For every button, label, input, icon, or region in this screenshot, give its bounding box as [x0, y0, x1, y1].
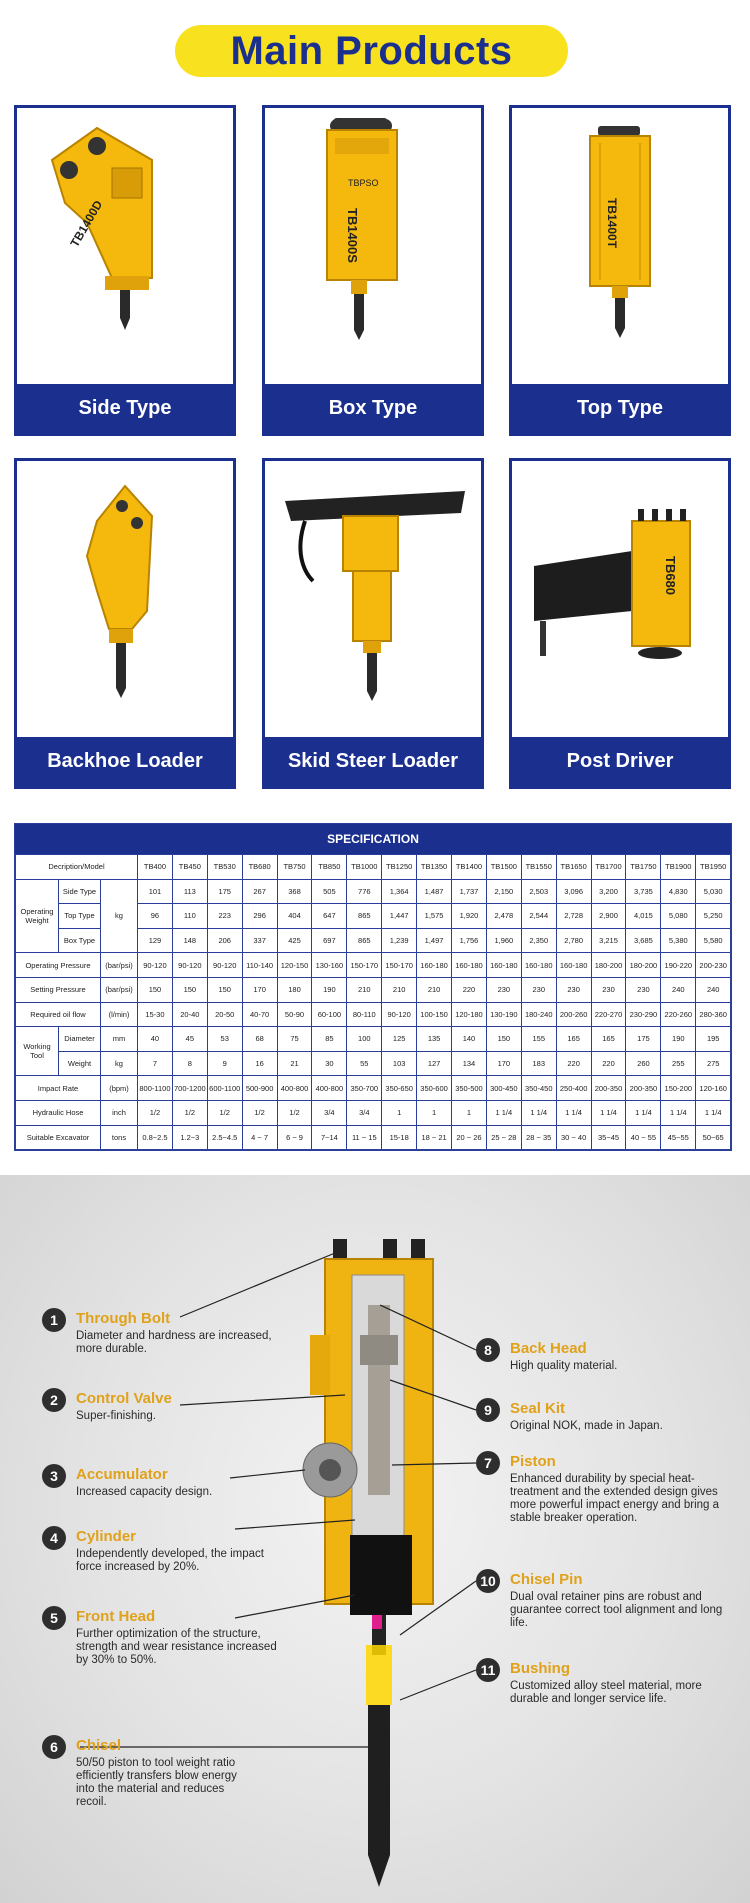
spec-cell: 1,364: [382, 879, 417, 904]
spec-cell: 7: [138, 1051, 173, 1076]
spec-cell: 110-140: [242, 953, 277, 978]
spec-cell: 350-450: [521, 1076, 556, 1101]
skid-steer-breaker-image: [265, 461, 481, 737]
feature-title: Through Bolt: [76, 1310, 171, 1327]
spec-cell: 1/2: [172, 1100, 207, 1125]
spec-cell: 135: [417, 1027, 452, 1052]
spec-cell: 2,150: [486, 879, 521, 904]
spec-cell: 1 1/4: [696, 1100, 731, 1125]
feature-title: Accumulator: [76, 1466, 168, 1483]
spec-cell: 15-30: [138, 1002, 173, 1027]
feature-number: 8: [476, 1338, 500, 1362]
feature-desc: Super-finishing.: [76, 1410, 156, 1422]
feature-number: 11: [476, 1658, 500, 1682]
spec-cell: 55: [347, 1051, 382, 1076]
spec-cell: 210: [347, 977, 382, 1002]
spec-cell: TB1000: [347, 855, 382, 880]
spec-cell: 130-190: [486, 1002, 521, 1027]
spec-cell: 150-170: [382, 953, 417, 978]
spec-cell: 165: [556, 1027, 591, 1052]
feature-number: 5: [42, 1606, 66, 1630]
spec-cell: inch: [101, 1100, 138, 1125]
spec-cell: 11 ~ 15: [347, 1125, 382, 1150]
spec-cell: 267: [242, 879, 277, 904]
spec-cell: Decription/Model: [16, 855, 138, 880]
spec-cell: 110: [172, 904, 207, 929]
top-type-breaker-image: [512, 108, 728, 384]
spec-cell: 1,239: [382, 928, 417, 953]
feature-desc: Original NOK, made in Japan.: [510, 1420, 663, 1432]
spec-cell: 21: [277, 1051, 312, 1076]
spec-cell: 100: [347, 1027, 382, 1052]
spec-cell: 1.2~3: [172, 1125, 207, 1150]
backhoe-breaker-image: [17, 461, 233, 737]
spec-cell: 2,728: [556, 904, 591, 929]
spec-cell: 35~45: [591, 1125, 626, 1150]
spec-cell: 90-120: [138, 953, 173, 978]
spec-row: [16, 1100, 731, 1125]
spec-cell: 20 ~ 26: [452, 1125, 487, 1150]
spec-cell: Hydraulic Hose: [16, 1100, 101, 1125]
feature-title: Control Valve: [76, 1390, 172, 1407]
spec-cell: 53: [207, 1027, 242, 1052]
spec-cell: TB1500: [486, 855, 521, 880]
spec-cell: 223: [207, 904, 242, 929]
spec-cell: TB850: [312, 855, 347, 880]
spec-cell: TB400: [138, 855, 173, 880]
spec-cell: TB1350: [417, 855, 452, 880]
spec-cell: 175: [207, 879, 242, 904]
spec-cell: 180-240: [521, 1002, 556, 1027]
spec-cell: 1,487: [417, 879, 452, 904]
feature-number: 2: [42, 1388, 66, 1412]
spec-cell: 6 ~ 9: [277, 1125, 312, 1150]
spec-cell: TB1700: [591, 855, 626, 880]
spec-cell: 425: [277, 928, 312, 953]
spec-cell: 2,478: [486, 904, 521, 929]
spec-cell: 20-50: [207, 1002, 242, 1027]
cutaway-section: [0, 1175, 750, 1903]
spec-cell: 4 ~ 7: [242, 1125, 277, 1150]
feature-number: 1: [42, 1308, 66, 1332]
spec-cell: 230: [521, 977, 556, 1002]
spec-cell: 148: [172, 928, 207, 953]
spec-cell: 200-230: [696, 953, 731, 978]
spec-cell: 350-650: [382, 1076, 417, 1101]
spec-cell: 170: [242, 977, 277, 1002]
spec-cell: 28 ~ 35: [521, 1125, 556, 1150]
post-driver-image: [512, 461, 728, 737]
spec-cell: 505: [312, 879, 347, 904]
spec-cell: 230-290: [626, 1002, 661, 1027]
feature-title: Chisel Pin: [510, 1571, 583, 1588]
spec-cell: 337: [242, 928, 277, 953]
spec-cell: 16: [242, 1051, 277, 1076]
spec-row: [16, 1076, 731, 1101]
product-label: Skid Steer Loader: [265, 737, 481, 786]
spec-cell: 195: [696, 1027, 731, 1052]
spec-cell: 120-180: [452, 1002, 487, 1027]
spec-cell: 2,350: [521, 928, 556, 953]
spec-cell: 220: [556, 1051, 591, 1076]
spec-cell: 125: [382, 1027, 417, 1052]
spec-cell: 150-200: [661, 1076, 696, 1101]
spec-cell: 5,080: [661, 904, 696, 929]
spec-cell: Box Type: [59, 928, 101, 953]
spec-cell: 400-800: [312, 1076, 347, 1101]
model-text: TB1400S: [345, 208, 360, 263]
spec-cell: 275: [696, 1051, 731, 1076]
spec-cell: 1,920: [452, 904, 487, 929]
spec-cell: 190: [312, 977, 347, 1002]
spec-cell: 113: [172, 879, 207, 904]
spec-cell: 96: [138, 904, 173, 929]
product-card-backhoe-loader[interactable]: [14, 458, 236, 789]
feature-desc: Diameter and hardness are increased, more durable.: [76, 1330, 272, 1355]
spec-row: [16, 1051, 731, 1076]
spec-cell: 9: [207, 1051, 242, 1076]
spec-cell: 700-1200: [172, 1076, 207, 1101]
spec-cell: 400-800: [277, 1076, 312, 1101]
spec-cell: Suitable Excavator: [16, 1125, 101, 1150]
feature-title: Chisel: [76, 1737, 122, 1754]
spec-cell: 1,497: [417, 928, 452, 953]
spec-row: [16, 855, 731, 880]
spec-cell: 210: [382, 977, 417, 1002]
spec-cell: 1/2: [207, 1100, 242, 1125]
product-card-side-type[interactable]: [14, 105, 236, 436]
spec-cell: 40: [138, 1027, 173, 1052]
spec-cell: 5,030: [696, 879, 731, 904]
product-card-post-driver[interactable]: [509, 458, 731, 789]
spec-cell: 350-500: [452, 1076, 487, 1101]
product-label: Side Type: [17, 384, 233, 433]
spec-cell: 2,900: [591, 904, 626, 929]
model-text: TB1400D: [67, 198, 106, 250]
spec-cell: 129: [138, 928, 173, 953]
spec-cell: kg: [101, 879, 138, 953]
spec-cell: TB680: [242, 855, 277, 880]
spec-cell: 7~14: [312, 1125, 347, 1150]
spec-cell: 190: [661, 1027, 696, 1052]
spec-cell: Weight: [59, 1051, 101, 1076]
spec-cell: 600-1100: [207, 1076, 242, 1101]
spec-cell: 190-220: [661, 953, 696, 978]
spec-cell: 296: [242, 904, 277, 929]
spec-cell: 130-160: [312, 953, 347, 978]
spec-cell: 230: [486, 977, 521, 1002]
spec-cell: TB450: [172, 855, 207, 880]
feature-number: 4: [42, 1526, 66, 1550]
spec-cell: TB1400: [452, 855, 487, 880]
spec-cell: Working Tool: [16, 1027, 59, 1076]
spec-cell: 2,544: [521, 904, 556, 929]
feature-desc: 50/50 piston to tool weight ratio efficiently transfers blow energy into the material and reduces recoil.: [76, 1757, 237, 1808]
feature-title: Bushing: [510, 1660, 570, 1677]
spec-cell: 75: [277, 1027, 312, 1052]
spec-cell: 160-180: [521, 953, 556, 978]
spec-cell: Top Type: [59, 904, 101, 929]
spec-cell: 200-260: [556, 1002, 591, 1027]
spec-cell: 150: [486, 1027, 521, 1052]
spec-cell: Setting Pressure: [16, 977, 101, 1002]
spec-cell: 60-100: [312, 1002, 347, 1027]
spec-cell: 165: [591, 1027, 626, 1052]
spec-cell: 865: [347, 904, 382, 929]
spec-cell: 50~65: [696, 1125, 731, 1150]
page-title: Main Products: [230, 28, 513, 73]
spec-cell: 3,685: [626, 928, 661, 953]
spec-cell: 4,830: [661, 879, 696, 904]
spec-cell: TB1550: [521, 855, 556, 880]
spec-cell: 160-180: [486, 953, 521, 978]
spec-cell: TB1750: [626, 855, 661, 880]
spec-cell: 175: [626, 1027, 661, 1052]
spec-cell: Impact Rate: [16, 1076, 101, 1101]
spec-row: [16, 953, 731, 978]
spec-cell: 134: [452, 1051, 487, 1076]
spec-cell: 800-1100: [138, 1076, 173, 1101]
spec-cell: 25 ~ 28: [486, 1125, 521, 1150]
spec-cell: 1: [452, 1100, 487, 1125]
spec-cell: TB530: [207, 855, 242, 880]
spec-cell: 127: [417, 1051, 452, 1076]
spec-cell: 200-350: [626, 1076, 661, 1101]
spec-cell: 200-350: [591, 1076, 626, 1101]
spec-cell: TB1250: [382, 855, 417, 880]
model-text: TB1400T: [605, 198, 619, 249]
spec-cell: (l/min): [101, 1002, 138, 1027]
spec-cell: 1 1/4: [486, 1100, 521, 1125]
feature-number: 10: [476, 1569, 500, 1593]
spec-cell: 45~55: [661, 1125, 696, 1150]
spec-cell: 100-150: [417, 1002, 452, 1027]
spec-cell: 3,215: [591, 928, 626, 953]
product-card-skid-steer-loader[interactable]: [262, 458, 484, 789]
spec-cell: 4,015: [626, 904, 661, 929]
spec-cell: 255: [661, 1051, 696, 1076]
feature-title: Front Head: [76, 1608, 156, 1625]
spec-cell: 170: [486, 1051, 521, 1076]
spec-cell: Diameter: [59, 1027, 101, 1052]
product-card-top-type[interactable]: [509, 105, 731, 436]
spec-cell: 220-260: [661, 1002, 696, 1027]
feature-title: Piston: [510, 1453, 556, 1470]
spec-cell: 500-900: [242, 1076, 277, 1101]
feature-desc: High quality material.: [510, 1360, 618, 1372]
product-label: Box Type: [265, 384, 481, 433]
spec-cell: 3/4: [312, 1100, 347, 1125]
spec-cell: 180-200: [591, 953, 626, 978]
spec-cell: 3,735: [626, 879, 661, 904]
spec-cell: (bar/psi): [101, 953, 138, 978]
feature-number: 7: [476, 1451, 500, 1475]
spec-cell: 368: [277, 879, 312, 904]
spec-cell: 101: [138, 879, 173, 904]
spec-row: [16, 977, 731, 1002]
spec-cell: 90-120: [207, 953, 242, 978]
spec-cell: 1,737: [452, 879, 487, 904]
spec-cell: 140: [452, 1027, 487, 1052]
spec-cell: 230: [591, 977, 626, 1002]
feature-title: Back Head: [510, 1340, 587, 1357]
feature-desc: Customized alloy steel material, more durable and longer service life.: [510, 1680, 702, 1705]
spec-cell: 80-110: [347, 1002, 382, 1027]
spec-cell: 1,756: [452, 928, 487, 953]
spec-grid: [15, 854, 731, 1150]
spec-cell: 300-450: [486, 1076, 521, 1101]
brand-text: TBPSO: [348, 178, 379, 188]
spec-cell: 50-90: [277, 1002, 312, 1027]
feature-number: 6: [42, 1735, 66, 1759]
spec-cell: 155: [521, 1027, 556, 1052]
spec-cell: 150: [138, 977, 173, 1002]
spec-cell: 3,200: [591, 879, 626, 904]
spec-cell: 240: [696, 977, 731, 1002]
spec-cell: kg: [101, 1051, 138, 1076]
spec-cell: 1/2: [242, 1100, 277, 1125]
spec-cell: 1,447: [382, 904, 417, 929]
spec-cell: 18 ~ 21: [417, 1125, 452, 1150]
spec-cell: 85: [312, 1027, 347, 1052]
spec-cell: 5,250: [696, 904, 731, 929]
spec-cell: 260: [626, 1051, 661, 1076]
spec-cell: TB1650: [556, 855, 591, 880]
spec-cell: 1,575: [417, 904, 452, 929]
spec-cell: 1 1/4: [521, 1100, 556, 1125]
spec-cell: 40-70: [242, 1002, 277, 1027]
spec-row: [16, 879, 731, 904]
spec-cell: Operating Weight: [16, 879, 59, 953]
feature-number: 3: [42, 1464, 66, 1488]
spec-cell: 120-160: [696, 1076, 731, 1101]
spec-cell: 183: [521, 1051, 556, 1076]
spec-cell: 68: [242, 1027, 277, 1052]
spec-cell: 220-270: [591, 1002, 626, 1027]
spec-cell: (bpm): [101, 1076, 138, 1101]
spec-cell: 120-150: [277, 953, 312, 978]
spec-cell: 150-170: [347, 953, 382, 978]
main-products-banner: [175, 25, 568, 77]
spec-cell: 90-120: [172, 953, 207, 978]
spec-cell: 1/2: [138, 1100, 173, 1125]
product-label: Top Type: [512, 384, 728, 433]
feature-desc: Dual oval retainer pins are robust and guarantee correct tool alignment and long life.: [510, 1591, 723, 1629]
spec-cell: 250-400: [556, 1076, 591, 1101]
spec-cell: 350-600: [417, 1076, 452, 1101]
spec-cell: 30 ~ 40: [556, 1125, 591, 1150]
spec-cell: mm: [101, 1027, 138, 1052]
spec-cell: 160-180: [452, 953, 487, 978]
spec-row: [16, 1002, 731, 1027]
side-type-breaker-image: [17, 108, 233, 384]
spec-cell: 20-40: [172, 1002, 207, 1027]
feature-desc: Enhanced durability by special heat-treatment and the extended design gives more powerful impact energy and bring a stable breaker operation.: [510, 1473, 720, 1524]
feature-desc: Increased capacity design.: [76, 1486, 213, 1498]
spec-cell: tons: [101, 1125, 138, 1150]
spec-cell: 0.8~2.5: [138, 1125, 173, 1150]
feature-number: 9: [476, 1398, 500, 1422]
spec-cell: 865: [347, 928, 382, 953]
spec-cell: 180-200: [626, 953, 661, 978]
spec-cell: 1 1/4: [626, 1100, 661, 1125]
spec-cell: 1: [382, 1100, 417, 1125]
spec-cell: 230: [556, 977, 591, 1002]
spec-cell: 150: [207, 977, 242, 1002]
spec-cell: 30: [312, 1051, 347, 1076]
spec-cell: 160-180: [556, 953, 591, 978]
spec-cell: Operating Pressure: [16, 953, 101, 978]
spec-cell: 647: [312, 904, 347, 929]
spec-cell: Side Type: [59, 879, 101, 904]
spec-cell: 1/2: [277, 1100, 312, 1125]
spec-title: SPECIFICATION: [15, 824, 731, 854]
spec-cell: 240: [661, 977, 696, 1002]
feature-desc: Independently developed, the impact force increased by 20%.: [76, 1548, 264, 1573]
spec-cell: 280-360: [696, 1002, 731, 1027]
spec-cell: 1 1/4: [661, 1100, 696, 1125]
spec-cell: 350-700: [347, 1076, 382, 1101]
box-type-breaker-image: [265, 108, 481, 384]
spec-cell: 1,960: [486, 928, 521, 953]
spec-cell: TB1900: [661, 855, 696, 880]
spec-cell: TB1950: [696, 855, 731, 880]
spec-cell: 45: [172, 1027, 207, 1052]
spec-cell: 15-18: [382, 1125, 417, 1150]
spec-cell: 103: [382, 1051, 417, 1076]
specification-table: [14, 823, 732, 1151]
spec-row: [16, 1125, 731, 1150]
spec-cell: 404: [277, 904, 312, 929]
spec-cell: TB750: [277, 855, 312, 880]
product-label: Backhoe Loader: [17, 737, 233, 786]
model-text: TB680: [663, 556, 678, 596]
spec-cell: 40 ~ 55: [626, 1125, 661, 1150]
spec-cell: 3/4: [347, 1100, 382, 1125]
spec-cell: 3,096: [556, 879, 591, 904]
spec-cell: 2,503: [521, 879, 556, 904]
spec-cell: 1 1/4: [591, 1100, 626, 1125]
feature-title: Seal Kit: [510, 1400, 566, 1417]
spec-cell: 180: [277, 977, 312, 1002]
spec-cell: 230: [626, 977, 661, 1002]
product-card-box-type[interactable]: [262, 105, 484, 436]
spec-cell: (bar/psi): [101, 977, 138, 1002]
spec-row: [16, 1027, 731, 1052]
spec-cell: 1 1/4: [556, 1100, 591, 1125]
spec-cell: 697: [312, 928, 347, 953]
spec-cell: 5,580: [696, 928, 731, 953]
spec-cell: 8: [172, 1051, 207, 1076]
feature-desc: Further optimization of the structure, strength and wear resistance increased by 30% to 50%.: [76, 1628, 277, 1666]
spec-cell: 206: [207, 928, 242, 953]
spec-cell: 160-180: [417, 953, 452, 978]
spec-cell: 1: [417, 1100, 452, 1125]
spec-cell: 210: [417, 977, 452, 1002]
spec-cell: Required oil flow: [16, 1002, 101, 1027]
spec-cell: 90-120: [382, 1002, 417, 1027]
spec-cell: 776: [347, 879, 382, 904]
spec-cell: 2.5~4.5: [207, 1125, 242, 1150]
spec-cell: 2,780: [556, 928, 591, 953]
spec-cell: 220: [591, 1051, 626, 1076]
feature-title: Cylinder: [76, 1528, 137, 1545]
spec-cell: 150: [172, 977, 207, 1002]
product-label: Post Driver: [512, 737, 728, 786]
spec-cell: 5,380: [661, 928, 696, 953]
spec-cell: 220: [452, 977, 487, 1002]
